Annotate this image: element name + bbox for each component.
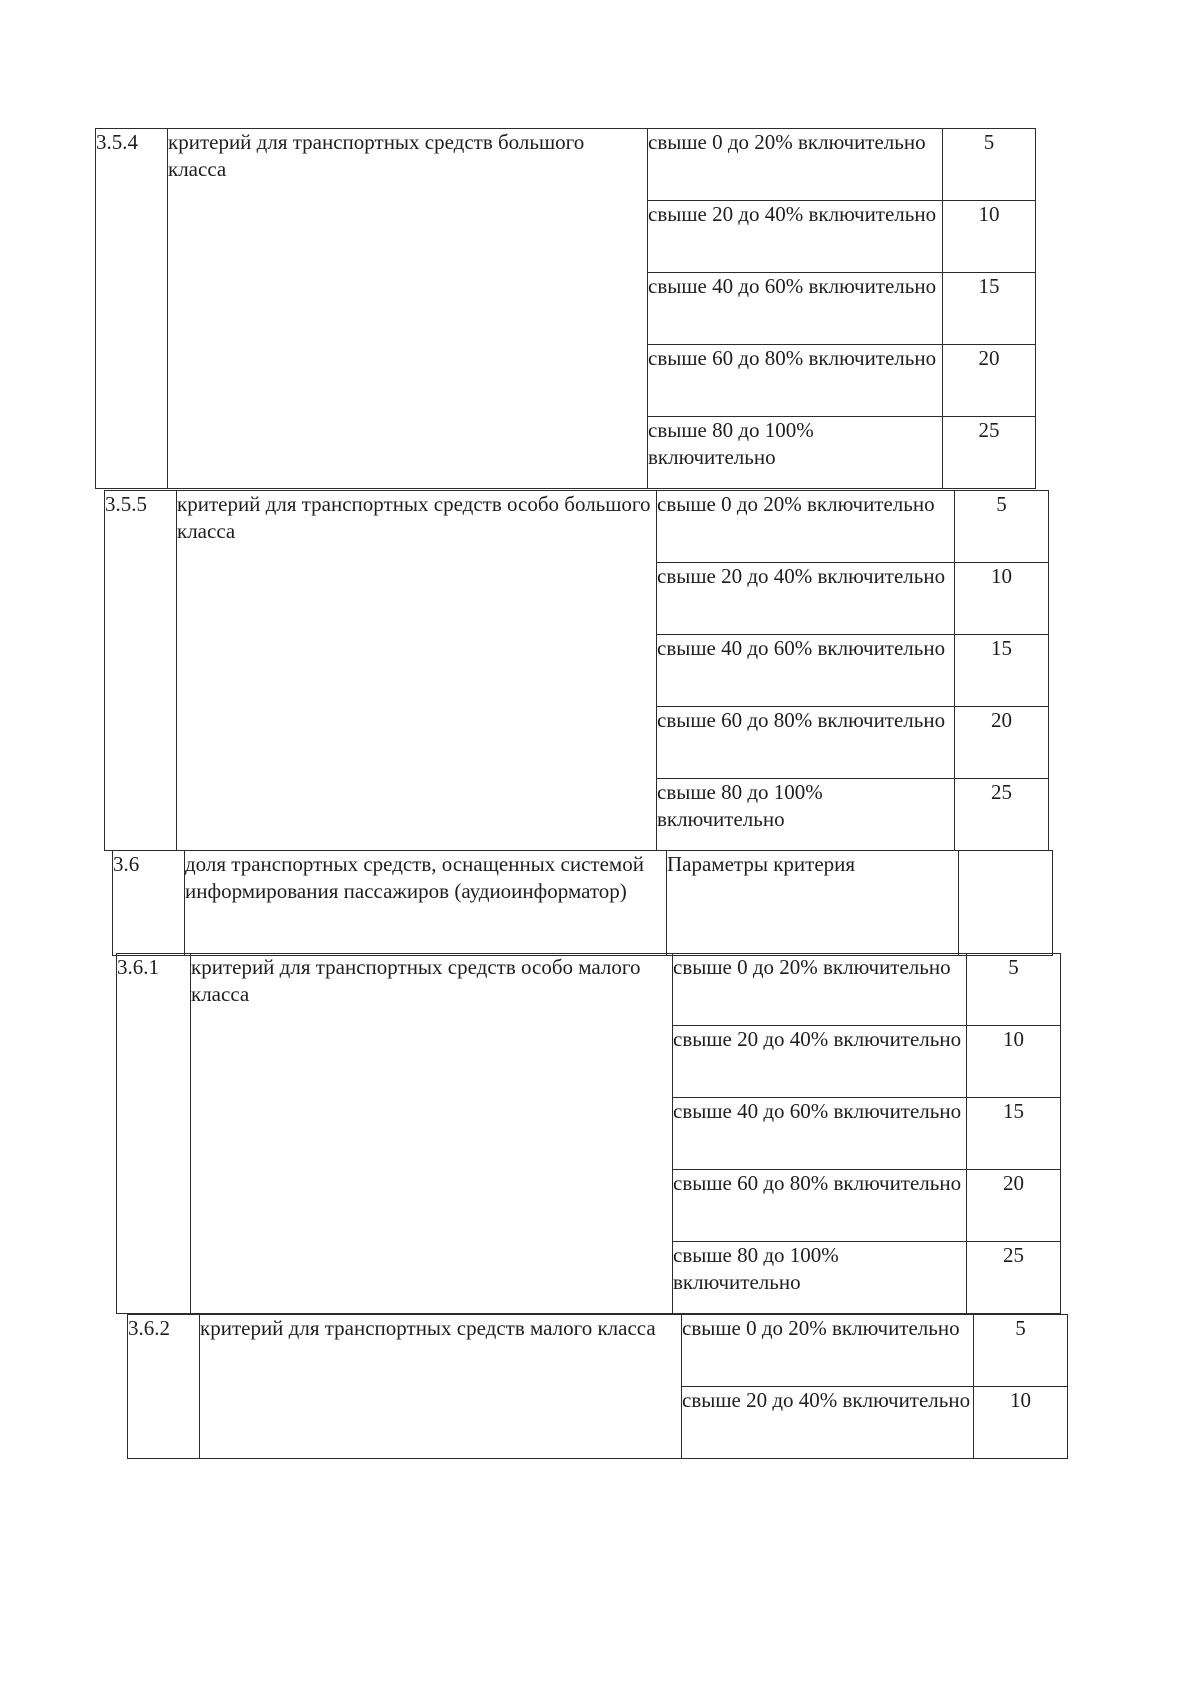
section-number: 3.5.4 [96,129,168,489]
range-label: свыше 40 до 60% включительно [657,635,955,707]
section-3-6-1 [116,953,1060,1314]
criteria-table [95,128,1036,489]
criteria-table [104,490,1049,851]
section-3-6 [112,850,1052,956]
criteria-table [112,850,1053,956]
range-label: свыше 0 до 20% включительно [682,1315,974,1387]
criteria-table [127,1314,1068,1459]
range-label: свыше 60 до 80% включительно [673,1170,967,1242]
score-value: 5 [955,491,1049,563]
score-value: 10 [955,563,1049,635]
table-row [96,129,1036,201]
section-3-5-5 [104,490,1048,851]
range-label: свыше 80 до 100% включительно [657,779,955,851]
range-label: свыше 0 до 20% включительно [657,491,955,563]
range-label: свыше 0 до 20% включительно [648,129,943,201]
table-row [113,851,1053,956]
range-label: свыше 40 до 60% включительно [648,273,943,345]
range-label: свыше 60 до 80% включительно [648,345,943,417]
section-3-6-2 [127,1314,1067,1459]
range-label: свыше 20 до 40% включительно [657,563,955,635]
range-label: свыше 40 до 60% включительно [673,1098,967,1170]
range-label: свыше 20 до 40% включительно [673,1026,967,1098]
score-value: 20 [967,1170,1061,1242]
score-value: 15 [943,273,1036,345]
section-number: 3.5.5 [105,491,177,851]
score-value: 25 [967,1242,1061,1314]
parameters-label: Параметры критерия [667,851,959,956]
range-label: свыше 80 до 100% включительно [648,417,943,489]
range-label: свыше 80 до 100% включительно [673,1242,967,1314]
section-number: 3.6 [113,851,185,956]
score-value: 20 [955,707,1049,779]
range-label: свыше 20 до 40% включительно [648,201,943,273]
score-value: 10 [967,1026,1061,1098]
table-row [117,954,1061,1026]
section-number: 3.6.2 [128,1315,200,1459]
score-value: 5 [943,129,1036,201]
section-3-5-4 [95,128,1035,489]
table-row [105,491,1049,563]
section-description: критерий для транспортных средств большого класса [168,129,648,489]
range-label: свыше 60 до 80% включительно [657,707,955,779]
section-description: доля транспортных средств, оснащенных системой информирования пассажиров (аудиоинформатор) [185,851,667,956]
section-description: критерий для транспортных средств особо малого класса [191,954,673,1314]
section-description: критерий для транспортных средств особо большого класса [177,491,657,851]
range-label: свыше 20 до 40% включительно [682,1387,974,1459]
empty-cell [959,851,1053,956]
section-description: критерий для транспортных средств малого класса [200,1315,682,1459]
score-value: 15 [967,1098,1061,1170]
table-row [128,1315,1068,1387]
score-value: 5 [967,954,1061,1026]
score-value: 15 [955,635,1049,707]
score-value: 10 [974,1387,1068,1459]
range-label: свыше 0 до 20% включительно [673,954,967,1026]
score-value: 25 [955,779,1049,851]
criteria-table [116,953,1061,1314]
score-value: 25 [943,417,1036,489]
score-value: 10 [943,201,1036,273]
score-value: 5 [974,1315,1068,1387]
score-value: 20 [943,345,1036,417]
section-number: 3.6.1 [117,954,191,1314]
